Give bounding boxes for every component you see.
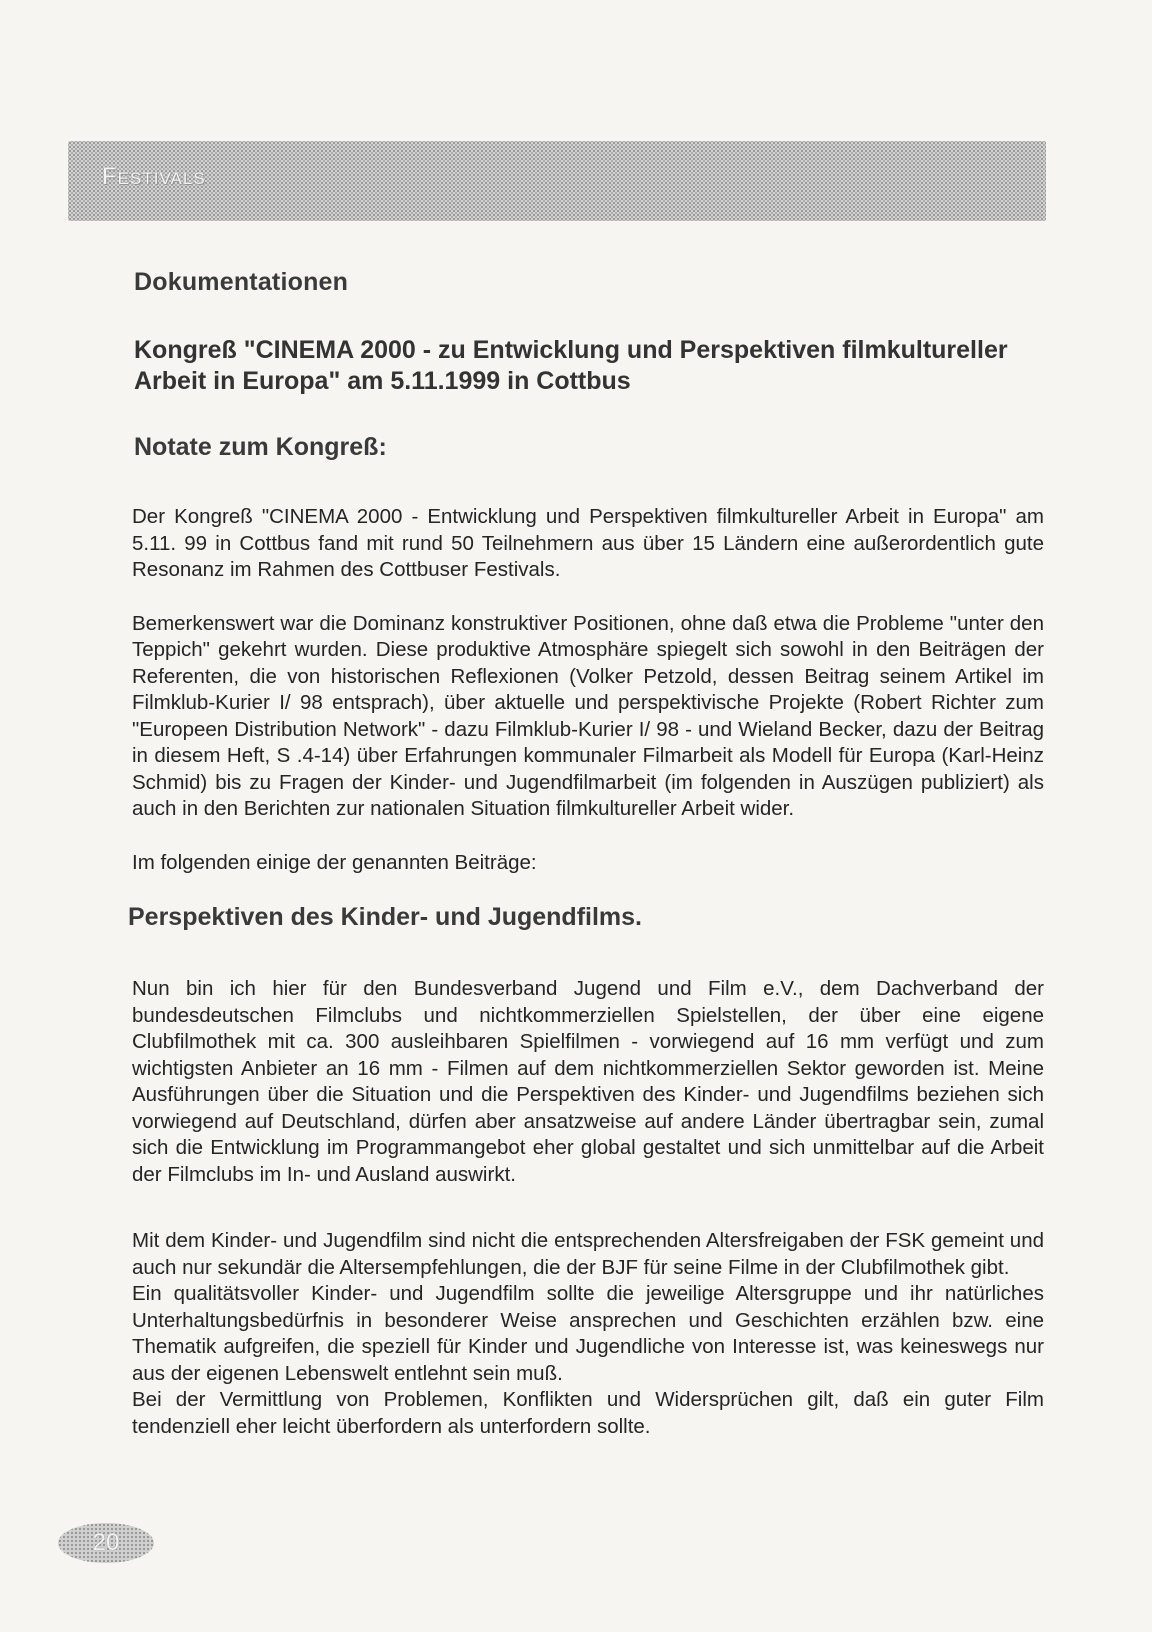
section-title: Dokumentationen — [134, 268, 349, 296]
section-subtitle: Perspektiven des Kinder- und Jugendfilms. — [128, 903, 643, 931]
article-title: Kongreß "CINEMA 2000 - zu Entwicklung und Perspektiven filmkultureller Arbeit in Europa" am 5.11.1999 in Cottbus — [134, 336, 1008, 395]
article-subtitle: Notate zum Kongreß: — [134, 433, 387, 461]
page-number: 20 — [58, 1523, 154, 1563]
paragraph: Der Kongreß "CINEMA 2000 - Entwicklung und Perspektiven filmkultureller Arbeit in Europa" am 5.11. 99 in Cottbus fand mit rund 50 Teilnehmern aus über 15 Ländern eine außerordentlich gute Resonanz im Rahmen des Cottbuser Festivals. — [132, 505, 1044, 581]
section-header-band — [68, 141, 1046, 221]
paragraph: Ein qualitätsvoller Kinder- und Jugendfilm sollte die jeweilige Altersgruppe und ihr natürliches Unterhaltungsbedürfnis in besonderer Weise ansprechen und Geschichten erzählen bzw. eine Thematik aufgreifen, die speziell für Kinder und Jugendliche von Interesse ist, was keineswegs nur aus der eigenen Lebenswelt entlehnt sein muß. — [132, 1282, 1044, 1385]
paragraph: Bemerkenswert war die Dominanz konstruktiver Positionen, ohne daß etwa die Probleme "unter den Teppich" gekehrt wurden. Diese produktive Atmosphäre spiegelt sich sowohl in den Beiträgen der Referenten, die von historischen Reflexionen (Volker Petzold, dessen Beitrag seinem Artikel im Filmklub-Kurier I/ 98 entsprach), über aktuelle und perspektivische Projekte (Robert Richter zum "Europeen Distribution Network" - dazu Filmklub-Kurier I/ 98 - und Wieland Becker, dazu der Beitrag in diesem Heft, S .4-14) über Erfahrungen kommunaler Filmarbeit als Modell für Europa (Karl-Heinz Schmid) bis zu Fragen der Kinder- und Jugendfilmarbeit (im folgenden in Auszügen publiziert) als auch in den Berichten zur nationalen Situation filmkultureller Arbeit wider. — [132, 611, 1044, 820]
paragraph: Im folgenden einige der genannten Beiträge: — [132, 850, 537, 874]
section-header-label: Festivals — [102, 163, 206, 190]
paragraph: Nun bin ich hier für den Bundesverband Jugend und Film e.V., dem Dachverband der bundesdeutschen Filmclubs und nichtkommerziellen Spielstellen, der über eine eigene Clubfilmothek mit ca. 300 ausleihbaren Spielfilmen - vorwiegend auf 16 mm verfügt und zum wichtigsten Anbieter an 16 mm - Filmen auf dem nichtkommerziellen Sektor geworden ist. Meine Ausführungen über die Situation und die Perspektiven des Kinder- und Jugendfilms beziehen sich vorwiegend auf Deutschland, dürfen aber ansatzweise auf andere Länder übertragbar sein, zumal sich die Entwicklung im Programmangebot eher global gestaltet und sich unmittelbar auf die Arbeit der Filmclubs im In- und Ausland auswirkt. — [132, 977, 1044, 1186]
paragraph: Bei der Vermittlung von Problemen, Konflikten und Widersprüchen gilt, daß ein guter Film tendenziell eher leicht überfordern als unterfordern sollte. — [132, 1388, 1044, 1438]
article-body — [126, 268, 1044, 1440]
paragraph: Mit dem Kinder- und Jugendfilm sind nicht die entsprechenden Altersfreigaben der FSK gemeint und auch nur sekundär die Altersempfehlungen, die der BJF für seine Filme in der Clubfilmothek gibt. — [132, 1229, 1044, 1279]
